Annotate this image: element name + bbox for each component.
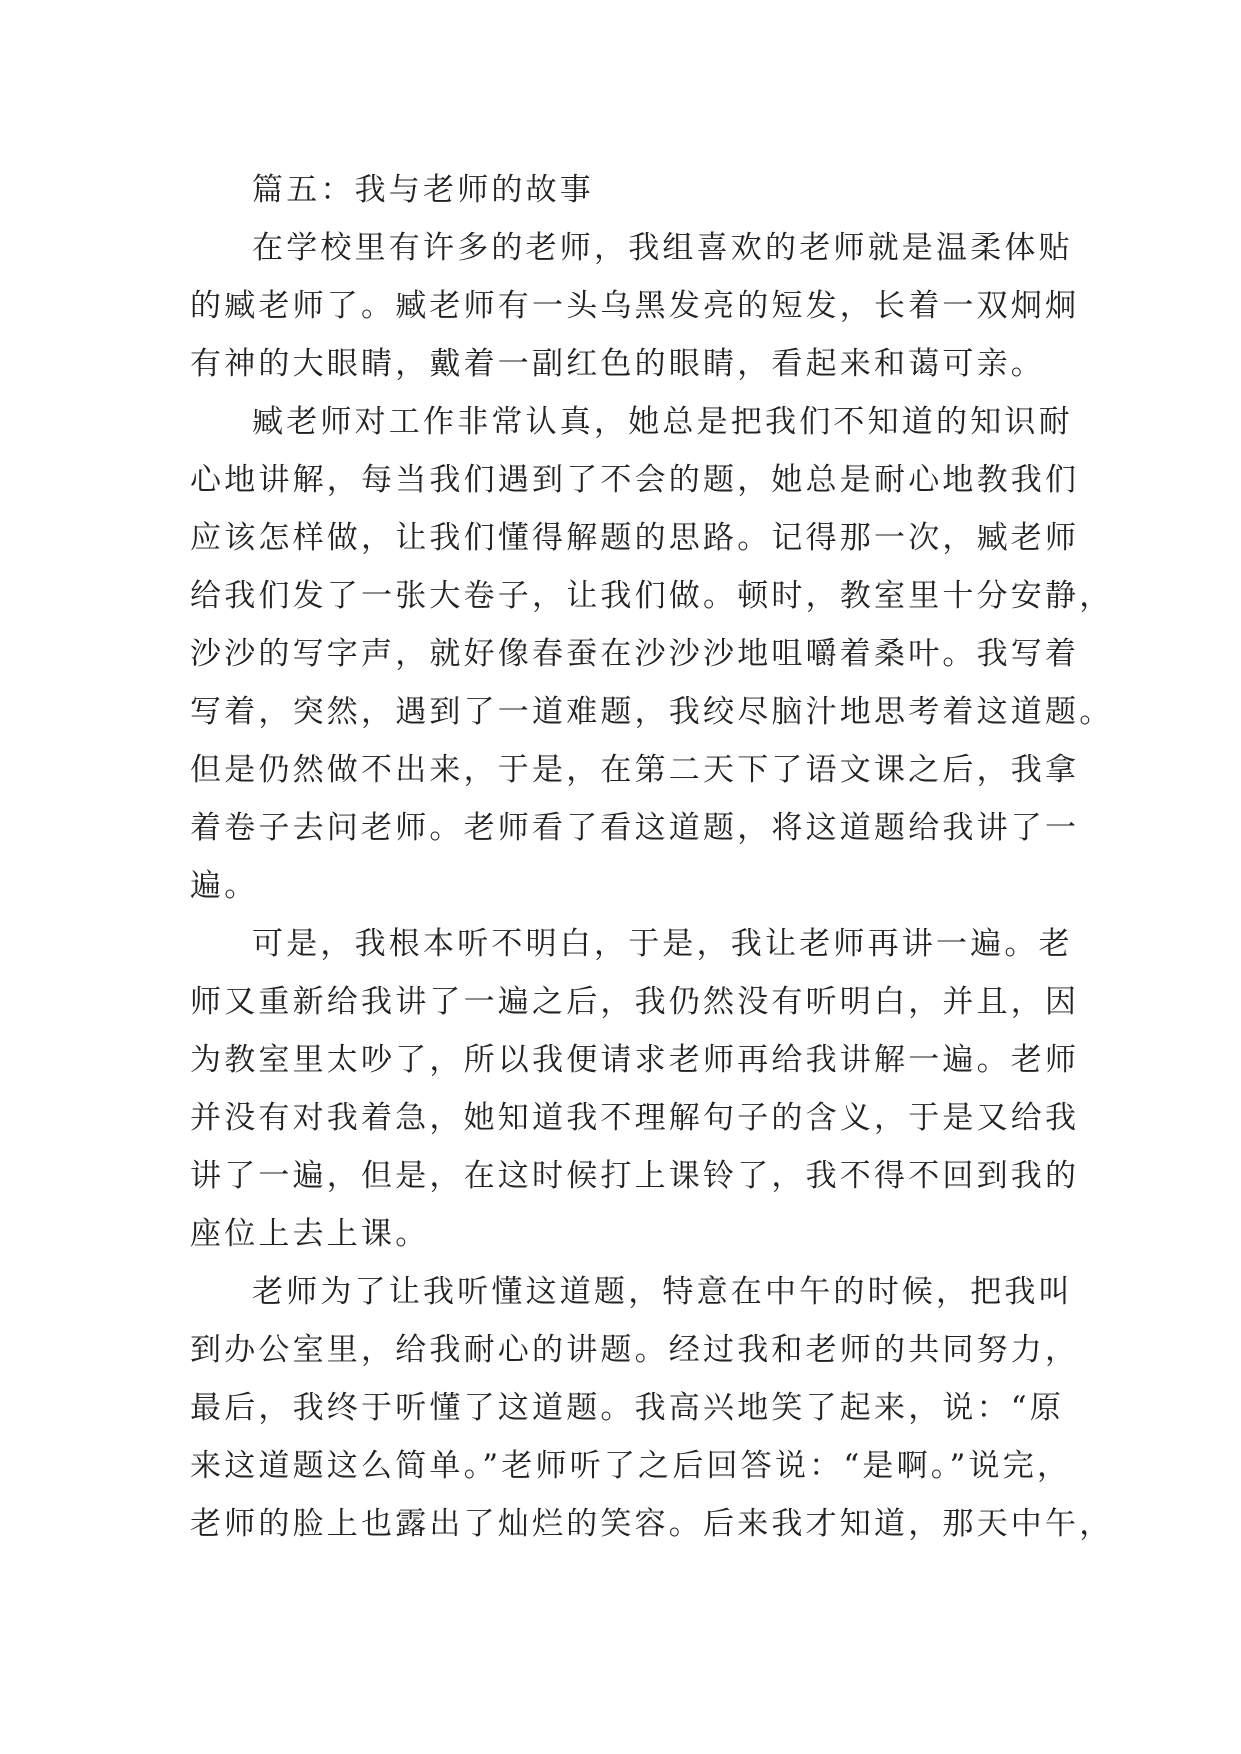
paragraph-line: 座位上去上课。 [190, 1216, 430, 1252]
paragraph-line: 来这道题这么简单。”老师听了之后回答说：“是啊。”说完， [190, 1448, 1072, 1484]
paragraph-line: 老师的脸上也露出了灿烂的笑容。后来我才知道，那天中午， [190, 1506, 1114, 1542]
paragraph-line: 应该怎样做，让我们懂得解题的思路。记得那一次，臧老师 [190, 520, 1080, 556]
paragraph-line: 遍。 [190, 868, 259, 904]
paragraph-line: 为教室里太吵了，所以我便请求老师再给我讲解一遍。老师 [190, 1042, 1080, 1078]
paragraph-line: 在学校里有许多的老师，我组喜欢的老师就是温柔体贴 [252, 230, 1073, 266]
paragraph-line: 沙沙的写字声，就好像春蚕在沙沙沙地咀嚼着桑叶。我写着 [190, 636, 1080, 672]
paragraph-line: 臧老师对工作非常认真，她总是把我们不知道的知识耐 [252, 404, 1073, 440]
paragraph-line: 但是仍然做不出来，于是，在第二天下了语文课之后，我拿 [190, 752, 1080, 788]
essay-title: 篇五：我与老师的故事 [252, 172, 594, 208]
paragraph-line: 写着，突然，遇到了一道难题，我绞尽脑汁地思考着这道题。 [190, 694, 1114, 730]
paragraph-line: 着卷子去问老师。老师看了看这道题，将这道题给我讲了一 [190, 810, 1080, 846]
paragraph-line: 可是，我根本听不明白，于是，我让老师再讲一遍。老 [252, 926, 1073, 962]
paragraph-line: 讲了一遍，但是，在这时候打上课铃了，我不得不回到我的 [190, 1158, 1080, 1194]
paragraph-line: 师又重新给我讲了一遍之后，我仍然没有听明白，并且，因 [190, 984, 1080, 1020]
paragraph-line: 给我们发了一张大卷子，让我们做。顿时，教室里十分安静， [190, 578, 1114, 614]
paragraph-line: 并没有对我着急，她知道我不理解句子的含义，于是又给我 [190, 1100, 1080, 1136]
paragraph-line: 最后，我终于听懂了这道题。我高兴地笑了起来，说：“原 [190, 1390, 1065, 1426]
paragraph-line: 心地讲解，每当我们遇到了不会的题，她总是耐心地教我们 [190, 462, 1080, 498]
paragraph-line: 有神的大眼睛，戴着一副红色的眼睛，看起来和蔼可亲。 [190, 346, 1045, 382]
paragraph-line: 的臧老师了。臧老师有一头乌黑发亮的短发，长着一双炯炯 [190, 288, 1080, 324]
paragraph-line: 到办公室里，给我耐心的讲题。经过我和老师的共同努力， [190, 1332, 1080, 1368]
paragraph-line: 老师为了让我听懂这道题，特意在中午的时候，把我叫 [252, 1274, 1073, 1310]
